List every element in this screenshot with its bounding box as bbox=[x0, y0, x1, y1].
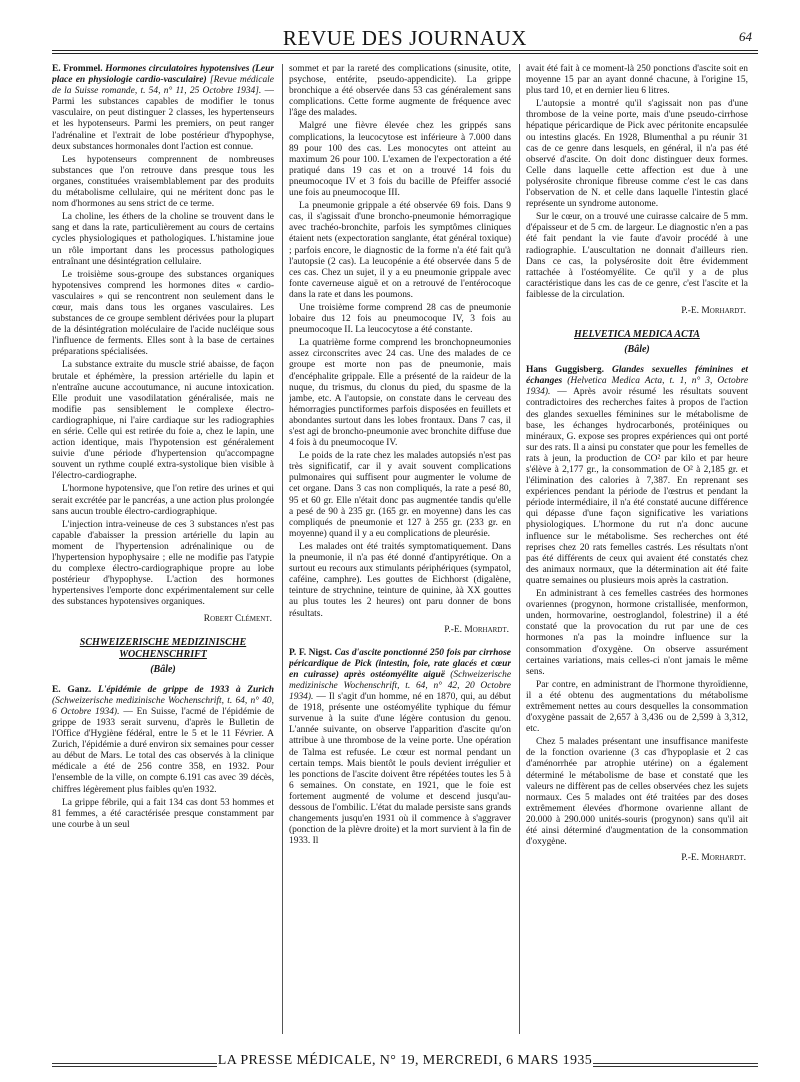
article-author: E. Ganz. bbox=[52, 684, 92, 695]
article-ganz bbox=[52, 685, 274, 831]
paragraph: Une troisième forme comprend 28 cas de pneumonie lobaire dus 12 fois au pneumocoque IV, 3 fois au pneumocoque II. La leucocytose a été constante. bbox=[289, 302, 511, 336]
article-title: Cas d'ascite ponctionné 250 fois par cirrhose péricardique de Pick (intestin, foie, rate glacés et cœur en cuirasse) après ostéomyélite aiguë bbox=[289, 647, 511, 680]
article-reference: [Revue médicale de la Suisse romande, t. 54, n° 11, 25 Octobre 1934]. bbox=[52, 75, 274, 97]
author-signature: P.-E. Morhardt. bbox=[444, 624, 509, 635]
paragraph: En administrant à ces femelles castrées des hormones ovariennes (progynon, hormone cristallisée, menformon, unden, hormovarine, oestroglandol, folestrine) il a été constaté que la provocation du rut par une de ces hormones n'a pas la moindre influence sur la consommation d'oxygène. On observe assurément certaines variations, mais celles-ci n'ont jamais le même sens. bbox=[526, 589, 748, 677]
paragraph: L'hormone hypotensive, que l'on retire des urines et qui serait excrétée par le pancréas, a une action plus prolongée sans aucun trouble électro-cardiographique. bbox=[52, 484, 274, 517]
running-title: REVUE DES JOURNAUX bbox=[282, 26, 528, 50]
paragraph: L'injection intra-veineuse de ces 3 substances n'est pas capable d'abaisser la pression artérielle du lapin au moment de l'hypertension adrénalinique ou de l'hypertension hypophysaire ; elle ne modifie pas l'atypie du complexe électro-cardiographique propre au lobe postérieur d'hypophyse. L'action des hormones hypertensives l'emporte donc expérimentalement sur celle des substances hypotensives organiques. bbox=[52, 519, 274, 608]
paragraph: sommet et par la rareté des complications (sinusite, otite, psychose, entérite, pseudo-appendicite). La grippe bronchique a été observée dans 53 cas généralement sans complications. Cette forme augmente de fréquence avec l'âge des malades. bbox=[289, 64, 511, 119]
paragraph: Le troisième sous-groupe des substances organiques hypotensives comprend les hormones dites « cardio-vasculaires » qui se rencontrent non seulement dans le cœur, mais dans tous les organes vasculaires. Les substances de ce groupe semblent dérivées pour la plupart de la désintégration moléculaire de l'acide nucléique sous l'influence de ferments. Elles sont à la base de certaines préparations spécialisées. bbox=[52, 269, 274, 358]
article-title: L'épidémie de grippe de 1933 à Zurich bbox=[97, 684, 274, 695]
article-heading bbox=[526, 365, 748, 587]
journal-section-title: SCHWEIZERISCHE MEDIZINISCHE WOCHENSCHRIFT bbox=[79, 636, 247, 660]
article-author: E. Frommel. bbox=[52, 64, 103, 74]
author-signature: P.-E. Morhardt. bbox=[681, 853, 746, 864]
header-rule bbox=[52, 50, 758, 51]
paragraph: Par contre, en administrant de l'hormone thyroïdienne, il a été obtenu des augmentations du métabolisme extrêmement nettes au cours desquelles la consommation d'oxygène passait de 2,657 à 3,436 ou de 2,599 à 3,312, etc. bbox=[526, 679, 748, 735]
article-nigst bbox=[289, 648, 511, 848]
paragraph: — En Suisse, l'acmé de l'épidémie de grippe de 1933 serait survenu, d'après le Bulletin de l'Office d'Hygiène fédéral, entre le 5 et le 11 Février. A Zurich, l'épidémie a duré environ six semaines pour cesser au début de Mars. Le total des cas observés à la clinique médicale a été de 256 contre 358, en 1932. Pour l'ensemble de la ville, on compte 6.191 cas avec 39 décès, chiffres légèrement plus faibles qu'en 1932. bbox=[52, 706, 274, 795]
journal-section-city: (Bâle) bbox=[150, 663, 176, 675]
journal-section-city: (Bâle) bbox=[624, 344, 650, 356]
paragraph: La pneumonie grippale a été observée 69 fois. Dans 9 cas, il s'agissait d'une broncho-pneumonie hémorragique avec trachéo-bronchite, parfois les symptômes cliniques étaient nets (expectoration sanglante, état général toxique) ; parfois encore, le diagnostic de la forme n'a été fait qu'à l'autopsie (2 cas). La leucopénie a été observée dans 5 de ces cas. Chez un sujet, il y a eu pneumonie grippale avec fonte caverneuse aiguë et on a retrouvé de l'entérocoque dans la rate et dans les poumons. bbox=[289, 201, 511, 300]
article-title: Hormones circulatoires hypotensives (Leur place en physiologie cardio-vasculaire) bbox=[52, 64, 274, 86]
article-author: Hans Guggisberg. bbox=[526, 365, 604, 376]
article-heading bbox=[52, 64, 274, 153]
article-reference: (Schweizerische medizinische Wochenschrift, t. 64, n° 42, 20 Octobre 1934). bbox=[289, 669, 511, 703]
article-heading bbox=[289, 648, 511, 848]
article-nigst-continued bbox=[526, 64, 748, 317]
paragraph: Les malades ont été traités symptomatiquement. Dans la pneumonie, il n'a pas été donné d'antipyrétique. On a surtout eu recours aux stimulants périphériques (sympatol, caféine, camphre). Les gouttes de Eichhorst (digalène, teinture de strychnine, teinture de quinine, àà XX gouttes au plus toutes les 2 heures) ont paru donner de bons résultats. bbox=[289, 541, 511, 619]
paragraph: La choline, les éthers de la choline se trouvent dans le sang et dans la rate, particulièrement au cours de certains cycles physiologiques et pathologiques. L'histamine joue un rôle important dans les processus pathologiques entraînant une désintégration cellulaire. bbox=[52, 212, 274, 267]
article-title: Glandes sexuelles féminines et échanges bbox=[526, 365, 748, 387]
paragraph: — Il s'agit d'un homme, né en 1870, qui, au début de 1918, présente une ostéomyélite typhique du fémur survenue à la suite d'une légère contusion du genou. L'année suivante, on observe l'apparition d'ascite qu'on attribue à une thrombose de la veine porte. Une opération de Talma est refusée. Le cœur est normal pendant un certain temps. Mais bientôt le pouls devient irrégulier et les ponctions de l'ascite doivent être répétées toutes les 5 à 6 semaines. On constate, en 1921, que le foie est fortement augmenté de volume et descend jusqu'au-dessous de l'ombilic. L'état du malade persiste sans grands changements jusqu'en 1931 où il commence à s'aggraver (ponction de la plèvre droite) et la mort survient à la fin de 1933. Il bbox=[289, 692, 511, 847]
footer-rule bbox=[593, 1063, 758, 1064]
footer-rule bbox=[593, 1066, 758, 1067]
column-2 bbox=[289, 64, 511, 1044]
header-rule-double bbox=[52, 53, 758, 54]
article-reference: (Schweizerische medizinische Wochenschrift, t. 64, n° 40, 6 Octobre 1934). bbox=[52, 695, 274, 717]
journal-section-title: HELVETICA MEDICA ACTA bbox=[574, 329, 700, 341]
article-reference: (Helvetica Medica Acta, t. 1, n° 3, Octobre 1934). bbox=[526, 376, 748, 398]
paragraph: Le poids de la rate chez les malades autopsiés n'est pas très significatif, car il y avait souvent complications pulmonaires qui suffisent pour augmenter le volume de cet organe. Dans 3 cas non compliqués, la rate a pesé 80, 95 et 60 gr. Elle n'était donc pas augmentée tandis qu'elle a pesé de 90 à 235 gr. (165 gr. en moyenne) dans les cas compliqués de pneumonie et 127 à 255 gr. (233 gr. en moyenne) quand il y a eu complications de pleurésie. bbox=[289, 451, 511, 539]
paragraph: Les hypotenseurs comprennent de nombreuses substances que l'on retrouve dans presque tous les organes, constituées vraisemblablement par des produits du métabolisme cellulaire, qui ne méritent donc pas le nom d'hormones au sens strict de ce terme. bbox=[52, 154, 274, 210]
author-signature: P.-E. Morhardt. bbox=[681, 305, 746, 316]
page-footer bbox=[52, 1050, 758, 1072]
footer-publication-line: LA PRESSE MÉDICALE, N° 19, MERCREDI, 6 MARS 1935 bbox=[217, 1053, 593, 1068]
column-3 bbox=[526, 64, 748, 1044]
column-divider bbox=[282, 64, 283, 1034]
column-divider bbox=[519, 64, 520, 1034]
paragraph: Sur le cœur, on a trouvé une cuirasse calcaire de 5 mm. d'épaisseur et de 5 cm. de largeur. Le diagnostic n'en a pas été fait pendant la vie faute d'avoir procédé à une radiographie. L'auscultation ne donnait d'ailleurs rien. Dans ce cas, la polysérosite doit être évidemment rattachée à l'ostéomyélite. Ce qu'il y a de plus caractéristique dans les cas de ce genre, c'est l'ascite et la faiblesse de la circulation. bbox=[526, 212, 748, 300]
article-author: P. F. Nigst. bbox=[289, 647, 332, 658]
paragraph: La grippe fébrile, qui a fait 134 cas dont 53 hommes et 81 femmes, a été caractérisée presque constamment par une courbe à un seul bbox=[52, 797, 274, 830]
article-frommel bbox=[52, 64, 274, 625]
column-1 bbox=[52, 64, 274, 1044]
paragraph: avait été fait à ce moment-là 250 ponctions d'ascite soit en moyenne 15 par an ayant donné chacune, à l'origine 15, plus tard 10, et en dernier lieu 6 litres. bbox=[526, 64, 748, 97]
article-heading bbox=[52, 685, 274, 796]
paragraph: La quatrième forme comprend les bronchopneumonies assez circonscrites avec 24 cas. Une des malades de ce groupe est morte non pas de pneumonie, mais d'encéphalite grippale. Elle a présenté de la raideur de la nuque, du trismus, du clonus du pied, du spasme de la jambe, etc. A l'autopsie, on constate dans le cerveau des hémorragies punctiformes parfois disposées en feuillets et abondantes surtout dans les lobes frontaux. Dans 7 cas, il s'est agi de broncho-pneumonie avec bronchite diffuse due 4 fois à du pneumocoque IV. bbox=[289, 338, 511, 449]
paragraph: L'autopsie a montré qu'il s'agissait non pas d'une thrombose de la veine porte, mais d'une pseudo-cirrhose hépatique péricardique de Pick avec péritonite encapsulée ou intestins glacés. En 1928, Blumenthal a pu réunir 31 cas de ce genre dans lesquels, en général, il n'a pas été observé d'ascite. On doit donc distinguer deux formes. Celle dans laquelle cette affection est due à une polysérosite chronique fibreuse comme c'est le cas dans l'observation de N. et celle dans laquelle l'intestin glacé représente un syndrome autonome. bbox=[526, 99, 748, 210]
page-number: 64 bbox=[739, 29, 752, 44]
paragraph: — Après avoir résumé les résultats souvent contradictoires des recherches faites à propos de l'action des glandes sexuelles féminines sur le métabolisme de base, les échanges hydrocarbonés, protéiniques ou minéraux, G. expose ses propres expériences qui ont porté sur des rats. Il a ainsi pu constater que pour les femelles de rats à jeun, la production de CO² par kilo et par heure s'élève à 2,177 gr., la consommation de O² à 2,185 gr. et l'élimination des calories à 7,387. En reprenant ses expériences pendant la période de l'œstrus et pendant la période intermédiaire, il n'a été constaté aucune différence qui dépasse d'une façon significative les variations physiologiques. L'hormone du rut n'a donc aucune influence sur le métabolisme. Ses recherches ont été reprises chez 20 rats femelles castrés. Les résultats n'ont pas été différents de ceux qui avaient été constatés chez des animaux normaux, que la détermination ait été faite quatre semaines ou plusieurs mois après la castration. bbox=[526, 387, 748, 586]
author-signature: Robert Clément. bbox=[203, 613, 272, 624]
paragraph: Chez 5 malades présentant une insuffisance manifeste de la fonction ovarienne (3 cas d'hypoplasie et 2 cas d'aménorrhée par atrophie utérine) on a également déterminé le métabolisme de base et constaté que les valeurs ne diffèrent pas de celles observées chez les sujets normaux. Ces 5 malades ont été traitées par des doses extrêmement élevées d'hormone ovarienne allant de 20.000 à 290.000 unités-souris (progynon) sans qu'il ait été ainsi déterminé d'augmentation de la consommation d'oxygène. bbox=[526, 737, 748, 848]
article-ganz-continued bbox=[289, 64, 511, 636]
paragraph: — Parmi les substances capables de modifier le tonus vasculaire, on peut distinguer 2 classes, les hypertenseurs et les hypotenseurs. Parmi les premiers, on peut ranger l'adrénaline et l'extrait de lobe postérieur d'hypophyse, deux substances hormonales dont l'action est connue. bbox=[52, 86, 274, 152]
article-guggisberg bbox=[526, 365, 748, 864]
paragraph: La substance extraite du muscle strié abaisse, de façon brutale et éphémère, la pression artérielle du lapin et n'entraîne aucune accoutumance, ni aucune intoxication. Elle produit une vasodilatation généralisée, mais ne modifie pas sensiblement le complexe électro-cardiographique, ni l'aire cardiaque sur les radiographies en série. Celle qui est retirée du foie a, chez le lapin, une action identique, mais l'hypotension est généralement suivie d'une période d'hypertension qu'accompagne souvent un rythme couplé extra-systolique bien visible à l'électro-cardiographe. bbox=[52, 360, 274, 482]
page-header bbox=[52, 26, 758, 50]
paragraph: Malgré une fièvre élevée chez les grippés sans complications, la leucocytose est inférieure à 7.000 dans 89 pour 100 des cas. Les monocytes ont atteint au maximum 26 pour 100. L'examen de l'expectoration a été pratiqué dans 19 cas et on a trouvé 14 fois du pneumocoque IV et 3 fois du bacille de Pfeiffer associé une fois au pneumocoque III. bbox=[289, 121, 511, 199]
